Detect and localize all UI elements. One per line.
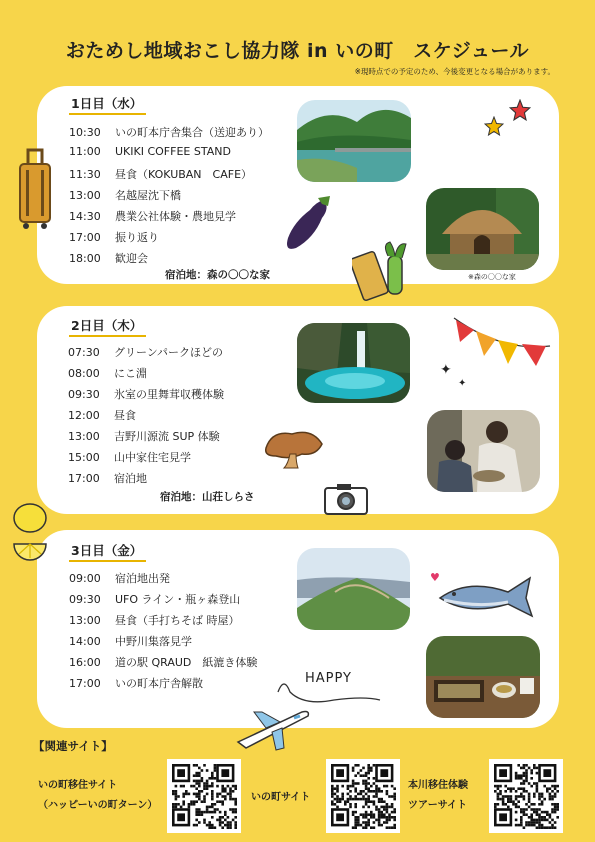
row-text: 振り返り <box>115 231 159 244</box>
row-time: 09:30 <box>68 388 100 401</box>
related-sites-heading: 【関連サイト】 <box>33 739 113 753</box>
row-time: 17:00 <box>69 231 101 244</box>
site1-qr-code[interactable] <box>167 759 241 833</box>
row-time: 18:00 <box>69 252 101 265</box>
day3-row <box>69 633 192 649</box>
row-time: 11:30 <box>69 168 101 181</box>
row-text: 昼食（KOKUBAN CAFE） <box>115 168 253 181</box>
row-text: 宿泊地 <box>114 472 147 485</box>
row-time: 14:30 <box>69 210 101 223</box>
day1-row <box>69 208 236 224</box>
mushroom-harvest-photo <box>427 410 540 492</box>
row-time: 09:00 <box>69 572 101 585</box>
airplane-icon <box>232 704 312 754</box>
row-time: 13:00 <box>68 430 100 443</box>
row-time: 10:30 <box>69 126 101 139</box>
row-text: 中野川集落見学 <box>115 635 192 648</box>
row-text: 宿泊地出発 <box>115 572 170 585</box>
day1-row <box>69 124 269 140</box>
day2-row <box>68 344 223 360</box>
day2-row <box>68 386 224 402</box>
row-text: 農業公社体験・農地見学 <box>115 210 236 223</box>
row-text: 昼食 <box>114 409 136 422</box>
mountain-ridge-photo <box>297 548 410 630</box>
site3-qr-code[interactable] <box>489 759 563 833</box>
row-time: 09:30 <box>69 593 101 606</box>
day3-row <box>69 612 240 628</box>
sparkle-icon: ✦ <box>440 362 452 378</box>
schedule-note: ※現時点での予定のため、今後変更となる場合があります。 <box>354 67 555 76</box>
row-time: 14:00 <box>69 635 101 648</box>
day1-row <box>69 166 252 182</box>
tuna-fish-icon <box>438 572 536 620</box>
row-text: 昼食（手打ちそば 時屋） <box>115 614 240 627</box>
row-time: 13:00 <box>69 614 101 627</box>
day2-row <box>68 470 147 486</box>
row-time: 11:00 <box>69 145 101 158</box>
waterfall-photo <box>297 323 410 403</box>
day1-row <box>69 145 231 158</box>
row-text: 歓迎会 <box>115 252 148 265</box>
day1-label: 1日目（水） <box>69 94 146 115</box>
mushroom-icon <box>262 426 326 470</box>
page-title: おためし地域おこし協力隊 in いの町 スケジュール <box>65 40 530 62</box>
row-text: グリーンパークほどの <box>114 346 224 359</box>
row-text: にこ淵 <box>114 367 147 380</box>
row-text: 道の駅 QRAUD 紙漉き体験 <box>115 656 258 669</box>
row-text: 名越屋沈下橋 <box>115 189 181 202</box>
day2-row <box>68 407 136 423</box>
day2-row <box>68 428 220 444</box>
river-bridge-photo <box>297 100 411 182</box>
row-time: 17:00 <box>69 677 101 690</box>
row-time: 16:00 <box>69 656 101 669</box>
row-text: 山中家住宅見学 <box>114 451 191 464</box>
thatched-house-photo <box>426 188 539 270</box>
row-text: 吉野川源流 SUP 体験 <box>114 430 220 443</box>
day3-row <box>69 654 257 670</box>
row-time: 15:00 <box>68 451 100 464</box>
row-text: UKIKI COFFEE STAND <box>115 145 231 158</box>
bunting-icon <box>452 312 552 378</box>
day1-row <box>69 229 159 245</box>
site2-label: いの町サイト <box>251 792 311 803</box>
suitcase-icon <box>16 148 54 232</box>
sparkle-icon: ✦ <box>458 378 467 389</box>
row-text: いの町本庁舎集合（送迎あり） <box>115 126 269 139</box>
row-text: いの町本庁舎解散 <box>115 677 203 690</box>
site2-qr-code[interactable] <box>326 759 400 833</box>
site1-label: いの町移住サイト （ハッピーいの町ターン） <box>38 780 158 811</box>
star-icon <box>484 116 504 136</box>
row-time: 13:00 <box>69 189 101 202</box>
star-icon <box>509 99 531 121</box>
row-time: 12:00 <box>68 409 100 422</box>
heart-icon: ♥ <box>430 571 440 584</box>
camera-icon <box>323 482 369 516</box>
day1-stay: 宿泊地：森の〇〇な家 <box>165 269 270 281</box>
row-time: 07:30 <box>68 346 100 359</box>
day2-row <box>68 365 147 381</box>
site3-label: 本川移住体験 ツアーサイト <box>408 780 468 811</box>
house-caption: ※森の〇〇な家 <box>468 273 516 281</box>
row-text: UFO ライン・瓶ヶ森登山 <box>115 593 241 606</box>
eggplant-icon <box>284 194 334 252</box>
day2-row <box>68 449 191 465</box>
day2-label: 2日目（木） <box>69 316 146 337</box>
day2-stay: 宿泊地：山荘しらさ <box>160 491 255 503</box>
wasabi-grater-icon <box>352 238 418 302</box>
day3-row <box>69 591 240 607</box>
lemon-icon <box>10 500 50 566</box>
row-time: 08:00 <box>68 367 100 380</box>
soba-lunch-photo <box>426 636 540 718</box>
happy-text: HAPPY <box>305 671 353 686</box>
row-time: 17:00 <box>68 472 100 485</box>
row-text: 氷室の里舞茸収穫体験 <box>114 388 224 401</box>
day3-row <box>69 570 170 586</box>
day3-row <box>69 675 203 691</box>
day3-label: 3日目（金） <box>69 541 146 562</box>
day1-row <box>69 187 181 203</box>
day1-row <box>69 250 148 266</box>
